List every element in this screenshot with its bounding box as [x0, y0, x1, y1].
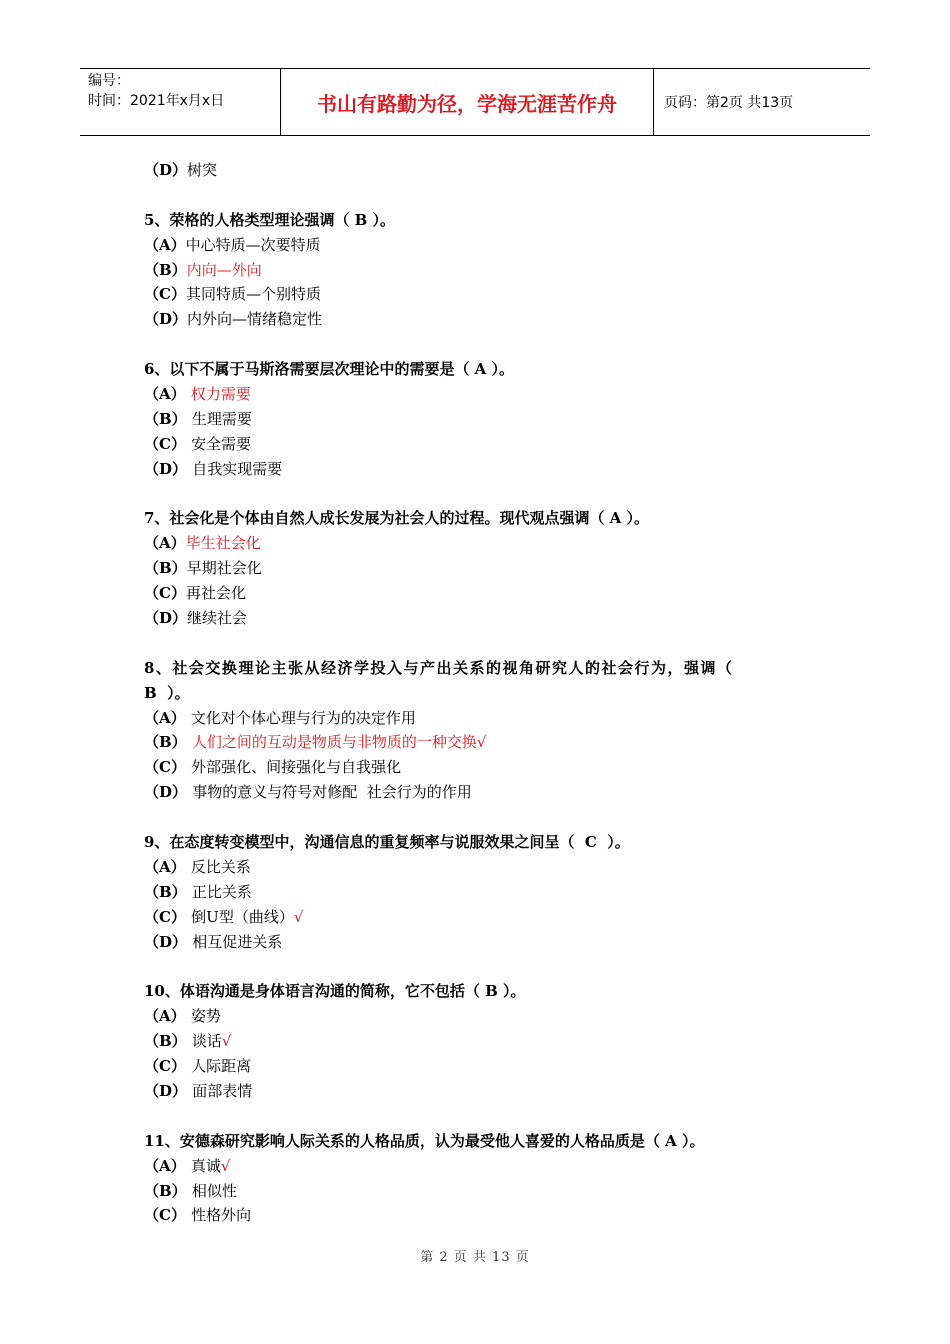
answer-option: [144, 1004, 824, 1029]
option-label: （B）: [144, 733, 192, 752]
page-info-text: 页码：第2页 共13页: [664, 95, 794, 111]
blank-line: [144, 631, 824, 656]
check-mark-icon: √: [220, 1156, 231, 1175]
check-mark-icon: √: [221, 1032, 232, 1051]
option-text: 事物的意义与符号对修配 社会行为的作用: [192, 783, 472, 802]
option-text: 自我实现需要: [192, 459, 283, 478]
blank-line: [144, 1104, 824, 1129]
option-label: （D）: [144, 783, 193, 802]
answer-option: [144, 407, 824, 432]
option-text: 谈话: [191, 1032, 222, 1051]
answer-option: [144, 730, 824, 755]
answer-option: [144, 1154, 824, 1179]
option-label: （D）: [144, 609, 188, 628]
answer-option: [144, 755, 824, 780]
blank-line: [144, 183, 824, 208]
option-label: （D）: [144, 310, 188, 329]
correct-option-text: 人们之间的互动是物质与非物质的一种交换√: [191, 733, 487, 752]
option-label: （C）: [144, 907, 192, 926]
blank-line: [144, 332, 824, 357]
option-text: 其同特质—个别特质: [185, 285, 321, 304]
check-mark-icon: √: [293, 907, 304, 926]
option-text: 倒U型（曲线）: [191, 907, 294, 926]
answer-option: [144, 556, 824, 581]
answer-option: [144, 706, 824, 731]
option-label: （D）: [144, 932, 193, 951]
option-text: 中心特质—次要特质: [185, 235, 321, 254]
answer-option: [144, 1079, 824, 1104]
answer-option: [144, 158, 824, 183]
question-text-continued: B ）。: [144, 683, 190, 702]
question-list: [144, 158, 824, 1228]
question-text: 7、社会化是个体由自然人成长发展为社会人的过程。现代观点强调（ A ）。: [144, 509, 650, 528]
answer-option: [144, 282, 824, 307]
answer-option: [144, 930, 824, 955]
option-text: 人际距离: [191, 1057, 252, 1076]
option-text: 安全需要: [191, 434, 252, 453]
option-label: （C）: [144, 584, 186, 603]
blank-line: [144, 805, 824, 830]
option-label: （A）: [144, 385, 191, 404]
page-footer: 第 2 页 共 13 页: [420, 1250, 530, 1265]
answer-option: [144, 1179, 824, 1204]
option-label: （A）: [144, 1156, 191, 1175]
option-label: （D）: [144, 459, 193, 478]
option-label: （B）: [144, 882, 192, 901]
question-text: 10、体语沟通是身体语言沟通的简称，它不包括（ B ）。: [144, 982, 526, 1001]
answer-option: [144, 1203, 824, 1228]
header-meta: [80, 69, 281, 135]
answer-option: [144, 880, 824, 905]
question-text: 11、安德森研究影响人际关系的人格品质，认为最受他人喜爱的人格品质是（ A ）。: [144, 1131, 705, 1150]
option-text: 性格外向: [191, 1206, 252, 1225]
answer-option: [144, 780, 824, 805]
answer-option: [144, 905, 824, 930]
page-header: [80, 68, 870, 136]
header-motto: [281, 69, 654, 135]
answer-option: [144, 581, 824, 606]
option-text: 反比关系: [190, 857, 251, 876]
answer-option: [144, 1029, 824, 1054]
option-label: （A）: [144, 857, 191, 876]
answer-option: [144, 432, 824, 457]
answer-option: [144, 457, 824, 482]
option-label: （C）: [144, 758, 192, 777]
answer-option: [144, 258, 824, 283]
option-label: （A）: [144, 534, 186, 553]
blank-line: [144, 955, 824, 980]
option-label: （D）: [144, 161, 188, 179]
option-label: （A）: [144, 1007, 191, 1026]
question-text: 8、社会交换理论主张从经济学投入与产出关系的视角研究人的社会行为，强调（: [144, 658, 734, 677]
option-text: 生理需要: [191, 409, 252, 428]
option-label: （B）: [144, 559, 187, 578]
option-text: 姿势: [190, 1007, 221, 1026]
option-label: （C）: [144, 434, 192, 453]
option-label: （C）: [144, 1057, 192, 1076]
option-text: 相似性: [191, 1181, 237, 1200]
option-text: 面部表情: [192, 1081, 253, 1100]
option-label: （B）: [144, 1032, 192, 1051]
question-text: 6、以下不属于马斯洛需要层次理论中的需要是（ A ）。: [144, 360, 515, 379]
option-text: 早期社会化: [186, 559, 262, 578]
option-label: （A）: [144, 708, 191, 727]
answer-option: [144, 307, 824, 332]
option-text: 外部强化、间接强化与自我强化: [191, 758, 402, 777]
option-label: （B）: [144, 1181, 192, 1200]
time-label: 时间：2021年x月x日: [88, 93, 225, 109]
answer-option: [144, 382, 824, 407]
option-text: 相互促进关系: [192, 932, 283, 951]
number-label: 编号：: [88, 73, 130, 89]
option-label: （B）: [144, 409, 192, 428]
option-text: 继续社会: [187, 609, 248, 628]
blank-line: [144, 482, 824, 507]
option-text: 树突: [187, 161, 218, 179]
option-text: 内外向—情绪稳定性: [187, 310, 323, 329]
answer-option: [144, 531, 824, 556]
option-label: （A）: [144, 235, 186, 254]
answer-option: [144, 606, 824, 631]
header-page-info: [654, 69, 870, 135]
correct-option-text: 毕生社会化: [185, 534, 261, 553]
option-label: （B）: [144, 260, 187, 279]
option-text: 文化对个体心理与行为的决定作用: [190, 708, 416, 727]
answer-option: [144, 1054, 824, 1079]
answer-option: [144, 233, 824, 258]
question-text: 5、荣格的人格类型理论强调（ B ）。: [144, 210, 396, 229]
question-text: 9、在态度转变模型中，沟通信息的重复频率与说服效果之间呈（ C ）。: [144, 833, 630, 852]
option-label: （C）: [144, 1206, 192, 1225]
option-text: 正比关系: [191, 882, 252, 901]
option-label: （D）: [144, 1081, 193, 1100]
option-label: （C）: [144, 285, 186, 304]
answer-option: [144, 855, 824, 880]
motto-text: 书山有路勤为径，学海无涯苦作舟: [317, 91, 617, 116]
correct-option-text: 内向—外向: [186, 260, 262, 279]
correct-option-text: 权力需要: [190, 385, 251, 404]
option-text: 真诚: [190, 1156, 221, 1175]
option-text: 再社会化: [185, 584, 246, 603]
